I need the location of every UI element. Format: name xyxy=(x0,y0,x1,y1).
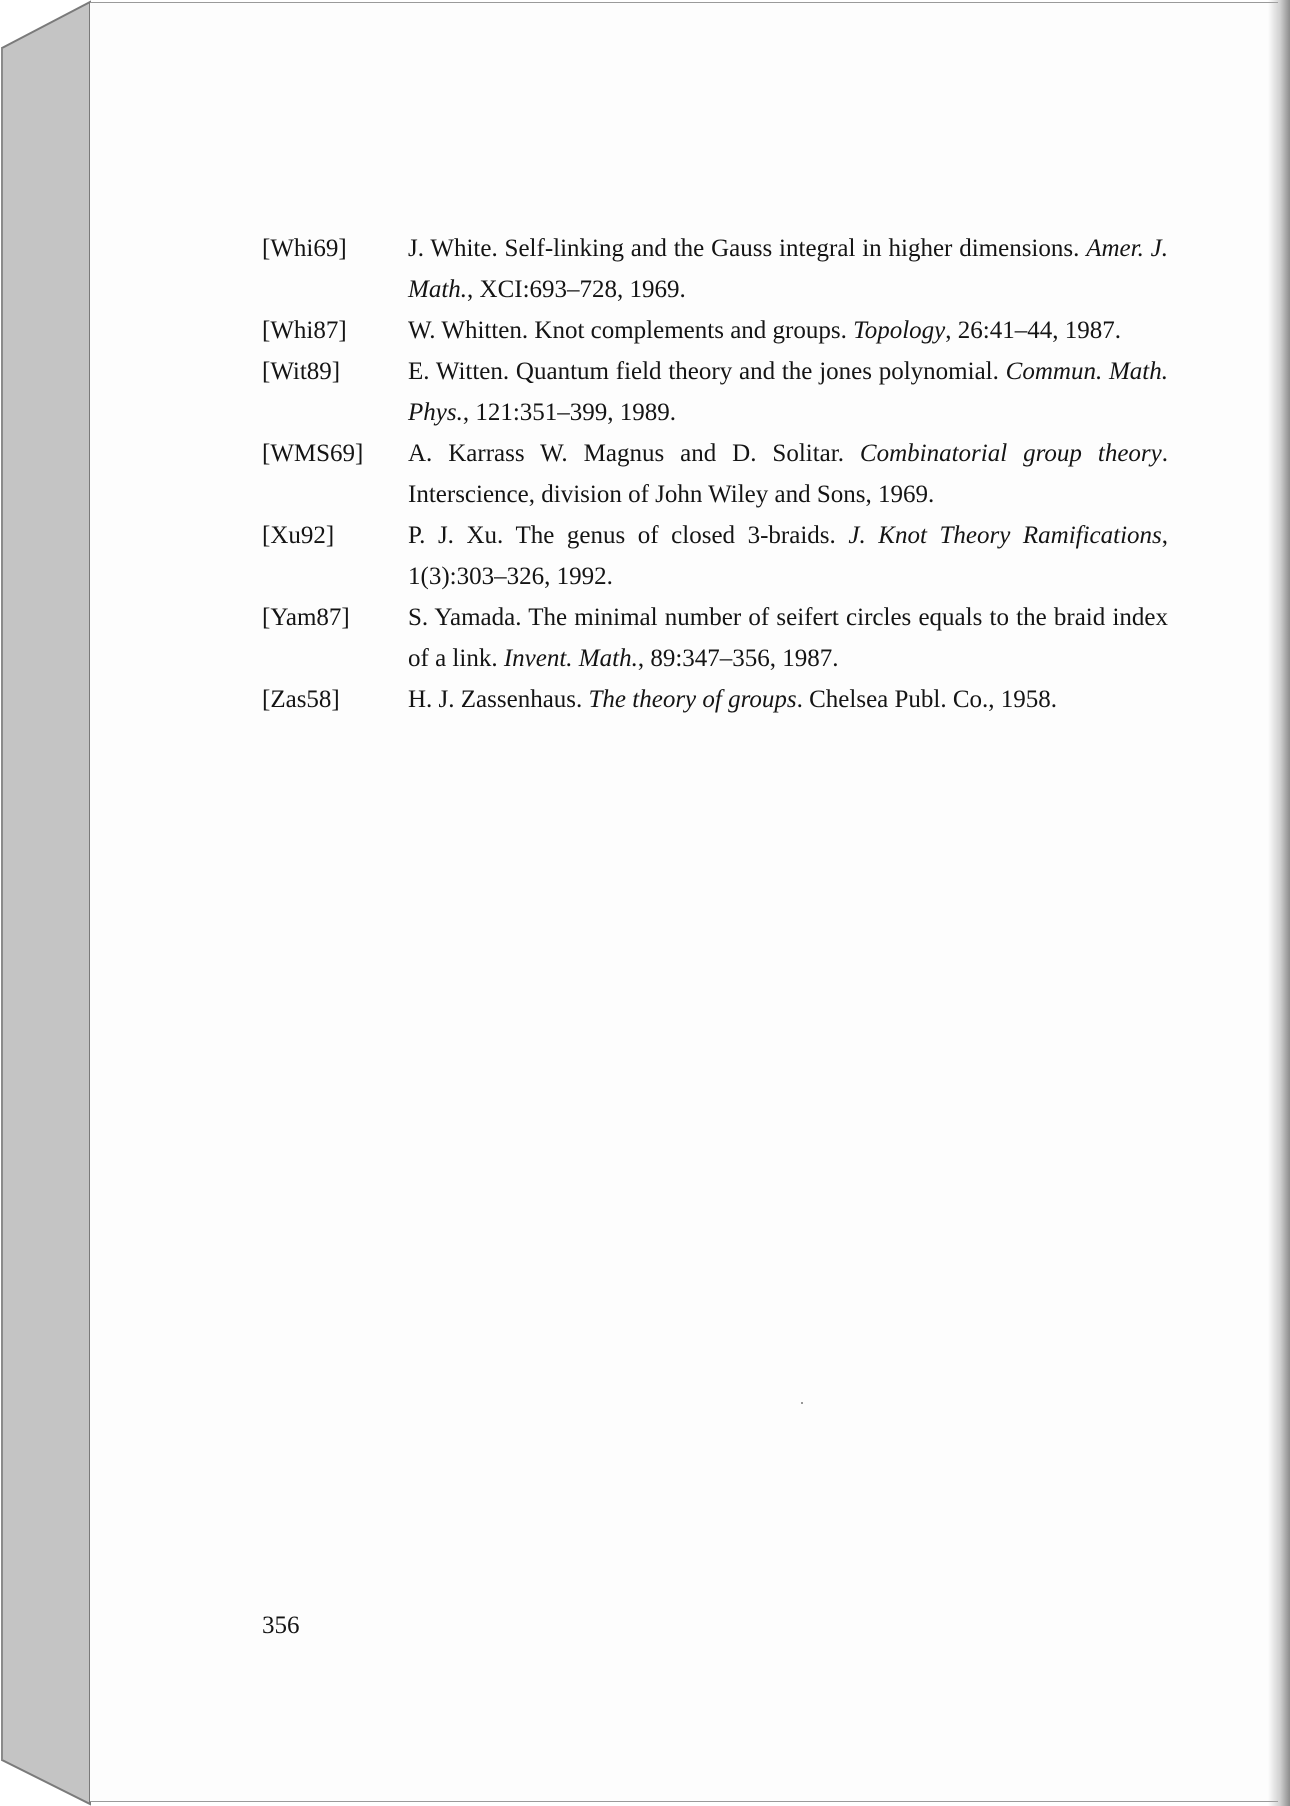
reference-text xyxy=(408,351,1168,433)
reference-entry-wms69 xyxy=(262,433,1168,515)
reference-text xyxy=(408,597,1168,679)
reference-venue: Commun. Math. Phys. xyxy=(408,358,1168,426)
reference-text xyxy=(408,228,1168,310)
page-edge-shadow xyxy=(1268,0,1290,1806)
reference-book-title: The theory of groups xyxy=(588,686,797,713)
reference-entry-zas58 xyxy=(262,679,1168,720)
reference-entry-yam87 xyxy=(262,597,1168,679)
reference-title: Self-linking and the Gauss integral in higher dimensions. xyxy=(504,235,1080,262)
reference-key: [Wit89] xyxy=(262,358,341,385)
book-spine xyxy=(0,0,92,1806)
reference-details: , 26:41–44, 1987. xyxy=(945,317,1121,344)
reference-entry-whi87 xyxy=(262,310,1168,351)
reference-title: The genus of closed 3-braids. xyxy=(515,522,836,549)
reference-details: . Interscience, division of John Wiley and Sons, 1969. xyxy=(408,440,1168,508)
reference-title: The minimal number of seifert circles equals to the braid index of a link. xyxy=(408,604,1168,672)
reference-entry-xu92 xyxy=(262,515,1168,597)
reference-authors: H. J. Zassenhaus. xyxy=(408,686,583,713)
reference-entry-whi69 xyxy=(262,228,1168,310)
reference-authors: J. White. xyxy=(408,235,498,262)
reference-key: [Whi87] xyxy=(262,317,347,344)
reference-key: [Xu92] xyxy=(262,522,335,549)
reference-venue: J. Knot Theory Ramifications xyxy=(848,522,1162,549)
reference-details: , 121:351–399, 1989. xyxy=(462,399,677,426)
page-number: 356 xyxy=(262,1612,300,1639)
reference-key: [Zas58] xyxy=(262,686,340,713)
bibliography-list xyxy=(262,228,1168,720)
reference-venue: Topology xyxy=(853,317,946,344)
scan-speck xyxy=(801,1402,803,1404)
reference-text xyxy=(408,433,1168,515)
reference-venue: Invent. Math. xyxy=(503,645,638,672)
reference-details: , XCI:693–728, 1969. xyxy=(467,276,686,303)
reference-details: , 1(3):303–326, 1992. xyxy=(408,522,1168,590)
reference-key: [WMS69] xyxy=(262,440,364,467)
reference-entry-wit89 xyxy=(262,351,1168,433)
reference-text xyxy=(408,515,1168,597)
reference-details: . Chelsea Publ. Co., 1958. xyxy=(796,686,1058,713)
reference-authors: S. Yamada. xyxy=(408,604,522,631)
reference-title: Quantum field theory and the jones polynomial. xyxy=(515,358,999,385)
reference-authors: W. Whitten. xyxy=(408,317,529,344)
reference-key: [Whi69] xyxy=(262,235,347,262)
reference-title: Knot complements and groups. xyxy=(534,317,847,344)
reference-text xyxy=(408,310,1168,351)
reference-venue: Amer. J. Math. xyxy=(408,235,1169,303)
reference-key: [Yam87] xyxy=(262,604,350,631)
reference-details: , 89:347–356, 1987. xyxy=(637,645,839,672)
reference-authors: E. Witten. xyxy=(408,358,510,385)
reference-authors: P. J. Xu. xyxy=(408,522,504,549)
reference-authors: A. Karrass W. Magnus and D. Solitar. xyxy=(408,440,844,467)
reference-text xyxy=(408,679,1168,720)
reference-book-title: Combinatorial group theory xyxy=(859,440,1162,467)
